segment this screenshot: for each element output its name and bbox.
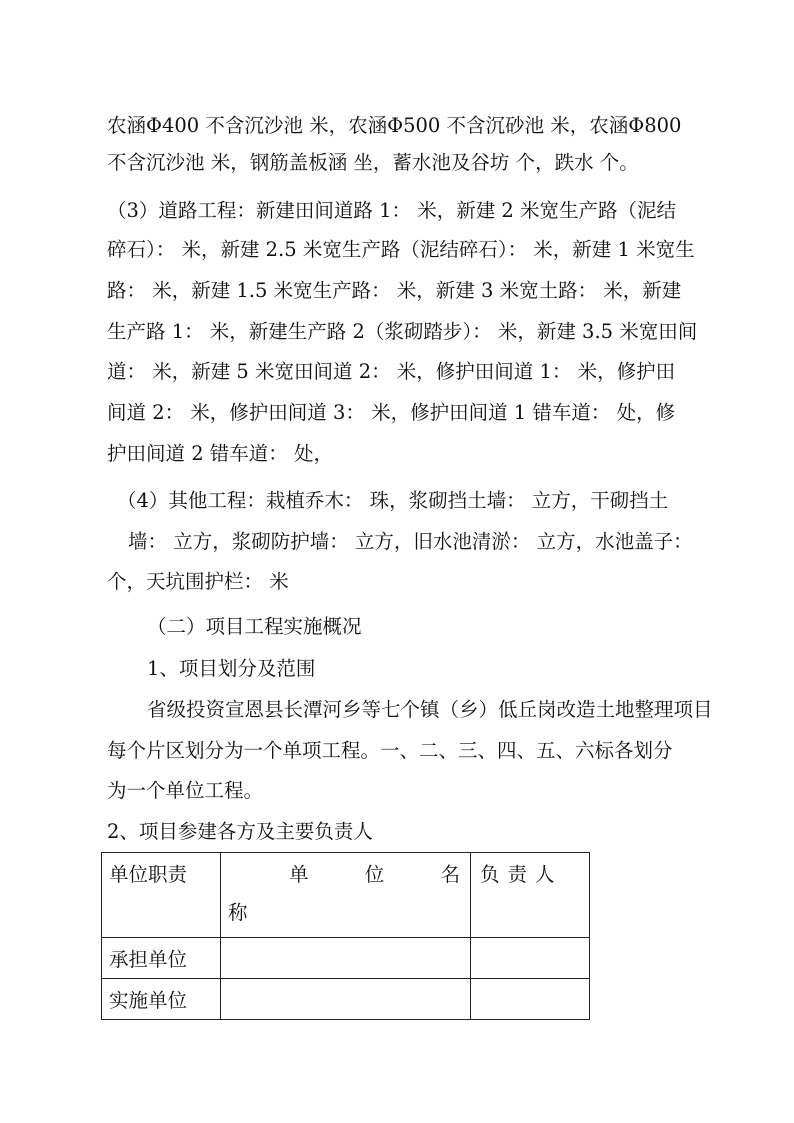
header-cell-name <box>221 853 471 938</box>
row-role-label: 承担单位 <box>109 948 188 971</box>
table-row <box>102 979 590 1020</box>
text-line: 碎石）： 米，新建 2.5 米宽生产路（泥结碎石）： 米，新建 1 米宽生 <box>107 238 695 261</box>
text-line: 省级投资宣恩县长潭河乡等七个镇（乡）低丘岗改造土地整理项目 <box>147 698 713 721</box>
table-header-row <box>102 853 590 938</box>
row-person-value <box>471 979 589 987</box>
header-name-part: 位 <box>364 863 385 886</box>
header-cell-person <box>471 853 590 938</box>
participants-table <box>101 852 590 1020</box>
row-person-value <box>471 938 589 946</box>
text-line: 道： 米，新建 5 米宽田间道 2： 米，修护田间道 1： 米，修护田 <box>107 360 676 383</box>
subsection-heading: 1、项目划分及范围 <box>147 657 316 680</box>
header-role-label: 单位职责 <box>109 863 188 886</box>
text-line: 路： 米，新建 1.5 米宽生产路： 米，新建 3 米宽土路： 米，新建 <box>107 279 682 302</box>
header-name-part: 名 <box>440 863 460 886</box>
row-name-value <box>221 979 470 987</box>
table-row <box>102 938 590 979</box>
text-line: 为一个单位工程。 <box>107 779 264 802</box>
text-line: 护田间道 2 错车道： 处， <box>107 442 334 465</box>
text-line: 间道 2： 米，修护田间道 3： 米，修护田间道 1 错车道： 处，修 <box>107 401 676 424</box>
row-name-value <box>221 938 470 946</box>
row-person-cell <box>471 979 590 1020</box>
header-name-wrap: 称 <box>228 901 248 924</box>
row-role-cell <box>102 938 221 979</box>
subsection-heading: 2、项目参建各方及主要负责人 <box>107 820 373 843</box>
row-role-label: 实施单位 <box>109 989 188 1012</box>
text-line: 每个片区划分为一个单项工程。一、二、三、四、五、六标各划分 <box>107 739 673 762</box>
text-line: 生产路 1： 米，新建生产路 2（浆砌踏步）： 米，新建 3.5 米宽田间 <box>107 320 698 343</box>
row-person-cell <box>471 938 590 979</box>
header-person-label: 负责人 <box>480 863 563 886</box>
row-name-cell <box>221 938 471 979</box>
text-line: 不含沉沙池 米，钢筋盖板涵 坐，蓄水池及谷坊 个，跌水 个。 <box>107 151 639 174</box>
text-line: 农涵Φ400 不含沉沙池 米，农涵Φ500 不含沉砂池 米，农涵Φ800 <box>107 114 682 137</box>
text-line: （3）道路工程：新建田间道路 1： 米，新建 2 米宽生产路（泥结 <box>107 199 677 222</box>
row-role-cell <box>102 979 221 1020</box>
header-cell-role <box>102 853 221 938</box>
header-name-spaced <box>221 853 470 889</box>
row-name-cell <box>221 979 471 1020</box>
section-heading: （二）项目工程实施概况 <box>147 615 362 638</box>
text-line: （4）其他工程：栽植乔木： 珠，浆砌挡土墙： 立方，干砌挡土 <box>117 489 669 512</box>
text-line: 墙： 立方，浆砌防护墙： 立方，旧水池清淤： 立方，水池盖子： <box>128 530 693 553</box>
header-name-part: 单 <box>289 863 309 886</box>
text-line: 个，天坑围护栏： 米 <box>107 570 289 593</box>
